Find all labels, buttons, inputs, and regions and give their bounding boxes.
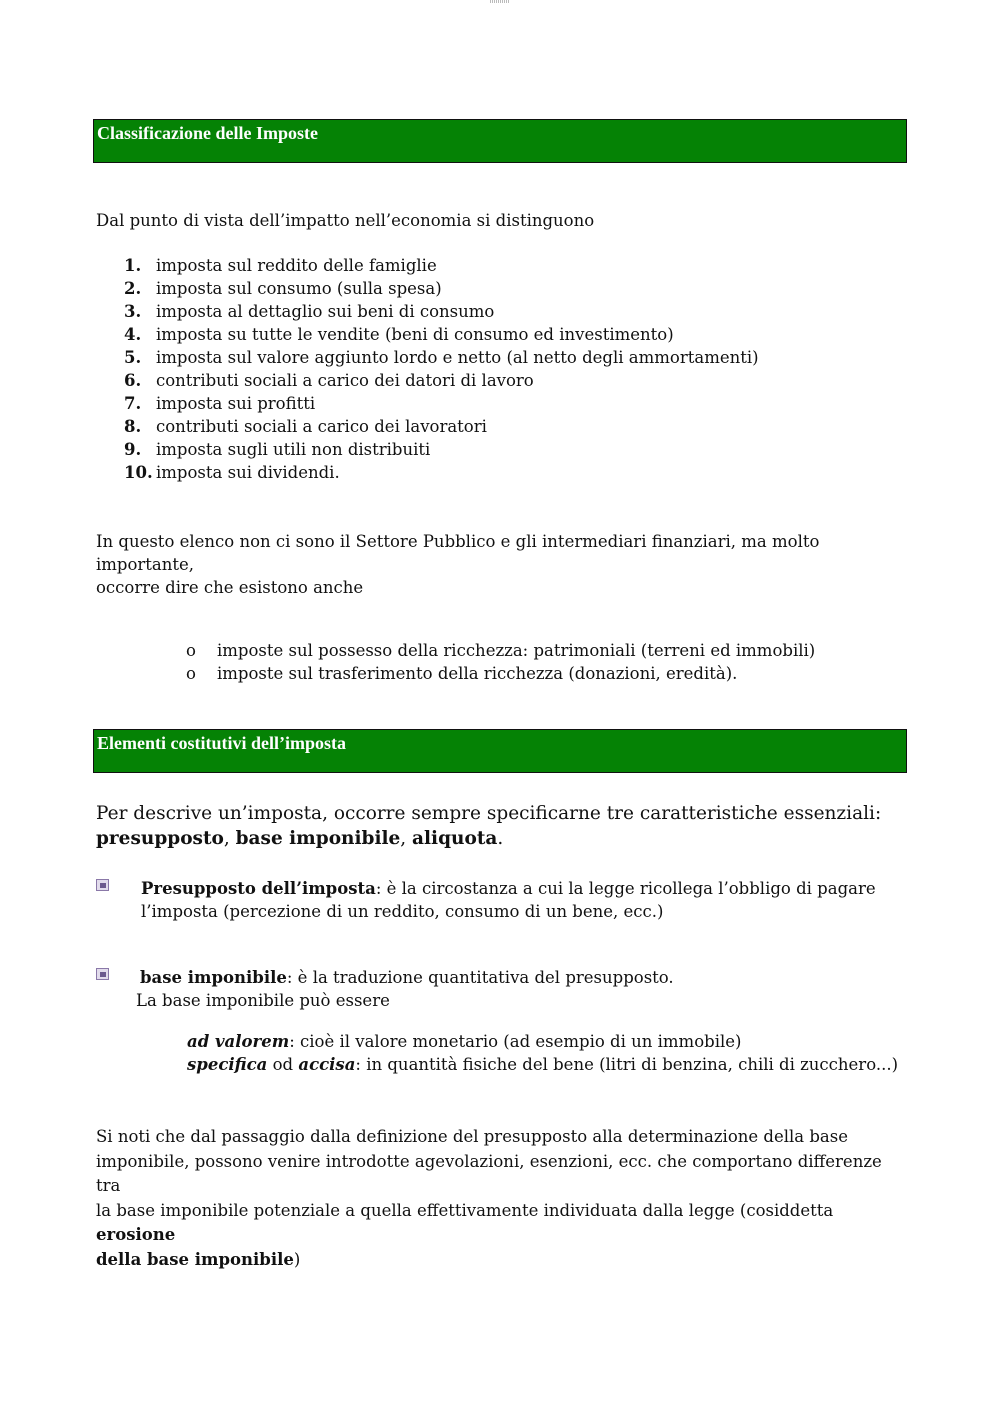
list-item: 10. imposta sui dividendi. <box>124 463 340 482</box>
page-header-mark <box>490 0 510 3</box>
note-paragraph <box>96 530 908 599</box>
list-item: 9. imposta sugli utili non distribuiti <box>124 440 431 459</box>
list-item: o imposte sul possesso della ricchezza: patrimoniali (terreni ed immobili) <box>186 641 816 660</box>
section-header-elementi <box>93 729 907 773</box>
section-header-classificazione <box>93 119 907 163</box>
intro-paragraph: Dal punto di vista dell’impatto nell’economia si distinguono <box>96 211 595 230</box>
base-types <box>187 1030 898 1076</box>
list-item: 3. imposta al dettaglio sui beni di consumo <box>124 302 495 321</box>
elements-intro: Per descrive un’imposta, occorre sempre specificarne tre caratteristiche essenziali: presupposto, base imponibile, aliquota. <box>96 803 882 849</box>
term-aliquota: aliquota <box>412 828 498 849</box>
section-title: Classificazione delle Imposte <box>97 123 318 143</box>
ad-valorem-line: ad valorem: cioè il valore monetario (ad esempio di un immobile) <box>187 1032 742 1051</box>
list-item: 2. imposta sul consumo (sulla spesa) <box>124 279 442 298</box>
list-item: 6. contributi sociali a carico dei datori di lavoro <box>124 371 534 390</box>
list-item: o imposte sul trasferimento della ricchezza (donazioni, eredità). <box>186 664 738 683</box>
note-line: In questo elenco non ci sono il Settore Pubblico e gli intermediari finanziari, ma molto importante, <box>96 532 820 574</box>
term-presupposto: presupposto <box>96 828 224 849</box>
list-item: 5. imposta sul valore aggiunto lordo e netto (al netto degli ammortamenti) <box>124 348 759 367</box>
term-base-imponibile: base imponibile <box>235 828 401 849</box>
bullet-o-icon: o <box>186 641 196 660</box>
specifica-line: specifica od accisa: in quantità fisiche del bene (litri di benzina, chili di zucchero...) <box>187 1055 899 1074</box>
bullet-o-icon: o <box>186 664 196 683</box>
list-item: 8. contributi sociali a carico dei lavoratori <box>124 417 487 436</box>
list-item: 4. imposta su tutte le vendite (beni di consumo ed investimento) <box>124 325 674 344</box>
note-line: occorre dire che esistono anche <box>96 578 364 597</box>
square-bullet-icon <box>96 968 109 980</box>
base-imponibile-line2: La base imponibile può essere <box>136 991 390 1010</box>
list-item: 1. imposta sul reddito delle famiglie <box>124 256 437 275</box>
closing-paragraph: Si noti che dal passaggio dalla definizione del presupposto alla determinazione della base imponibile, possono venire introdotte agevolazioni, esenzioni, ecc. che comportano differenze tra la base imponibile potenziale a quella effettivamente individuata dalla legge (cosiddetta erosione della base imponibile) <box>96 1127 882 1269</box>
section-title: Elementi costitutivi dell’imposta <box>97 733 346 753</box>
list-item: 7. imposta sui profitti <box>124 394 316 413</box>
square-bullet-icon <box>96 879 109 891</box>
presupposto-definition: Presupposto dell’imposta: è la circostanza a cui la legge ricollega l’obbligo di pagare l’imposta (percezione di un reddito, consumo di un bene, ecc.) <box>141 879 876 921</box>
base-imponibile-definition: base imponibile: è la traduzione quantitativa del presupposto. <box>140 968 674 987</box>
tax-type-list <box>124 254 759 484</box>
wealth-tax-list <box>186 639 815 685</box>
